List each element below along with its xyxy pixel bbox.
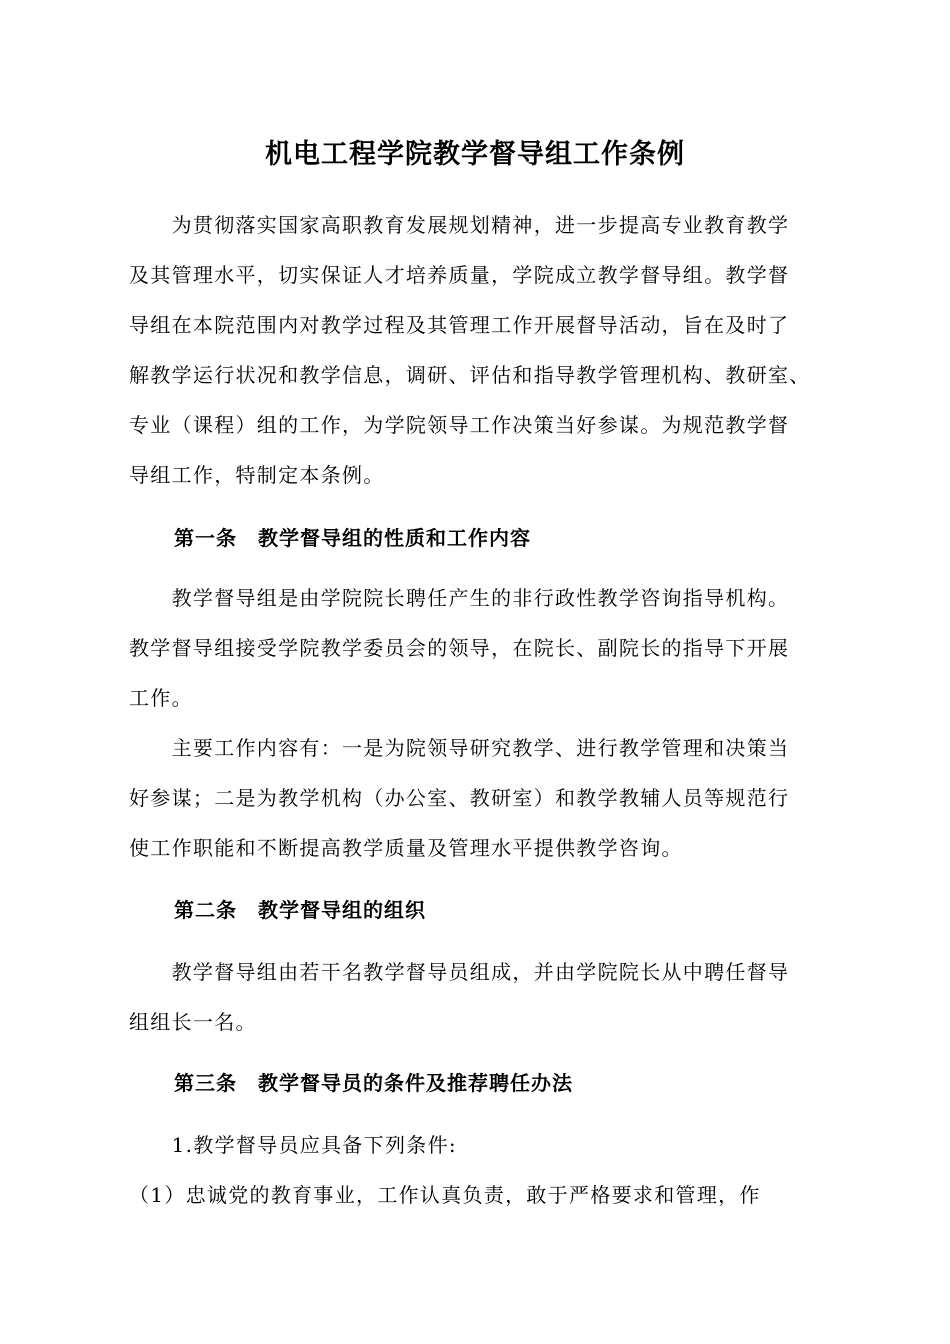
article-1-paragraph-2 xyxy=(129,723,829,873)
text-line: 教学督导组接受学院教学委员会的领导，在院长、副院长的指导下开展 xyxy=(129,636,790,660)
text-line: 使工作职能和不断提高教学质量及管理水平提供教学咨询。 xyxy=(129,836,683,860)
document-title: 机电工程学院教学督导组工作条例 xyxy=(265,139,685,170)
article-2-paragraph-1 xyxy=(129,947,829,1047)
article-1-heading: 第一条 教学督导组的性质和工作内容 xyxy=(174,526,531,550)
article-3-paragraph-1 xyxy=(129,1120,829,1220)
text-line: 为贯彻落实国家高职教育发展规划精神，进一步提高专业教育教学 xyxy=(129,213,790,237)
text-line: （1）忠诚党的教育事业，工作认真负责，敢于严格要求和管理，作 xyxy=(129,1183,761,1207)
text-line: 专业（课程）组的工作，为学院领导工作决策当好参谋。为规范教学督 xyxy=(129,413,790,437)
text-line: 解教学运行状况和教学信息，调研、评估和指导教学管理机构、教研室、 xyxy=(129,363,811,387)
text-line: 组组长一名。 xyxy=(129,1010,257,1034)
text-line: 导组在本院范围内对教学过程及其管理工作开展督导活动，旨在及时了 xyxy=(129,313,790,337)
text-line: 教学督导组由若干名教学督导员组成，并由学院院长从中聘任督导 xyxy=(129,960,790,984)
text-line: 工作。 xyxy=(129,686,193,710)
intro-paragraph xyxy=(129,200,829,500)
article-3-heading: 第三条 教学督导员的条件及推荐聘任办法 xyxy=(174,1071,573,1095)
text-line: 及其管理水平，切实保证人才培养质量，学院成立教学督导组。教学督 xyxy=(129,263,790,287)
text-line: 教学督导组是由学院院长聘任产生的非行政性教学咨询指导机构。 xyxy=(129,586,790,610)
text-line: 主要工作内容有：一是为院领导研究教学、进行教学管理和决策当 xyxy=(129,736,790,760)
text-line: 导组工作，特制定本条例。 xyxy=(129,463,385,487)
text-line: 好参谋；二是为教学机构（办公室、教研室）和教学教辅人员等规范行 xyxy=(129,786,790,810)
article-2-heading: 第二条 教学督导组的组织 xyxy=(174,898,426,922)
article-1-paragraph-1 xyxy=(129,573,829,723)
text-line: 1.教学督导员应具备下列条件: xyxy=(129,1133,457,1157)
